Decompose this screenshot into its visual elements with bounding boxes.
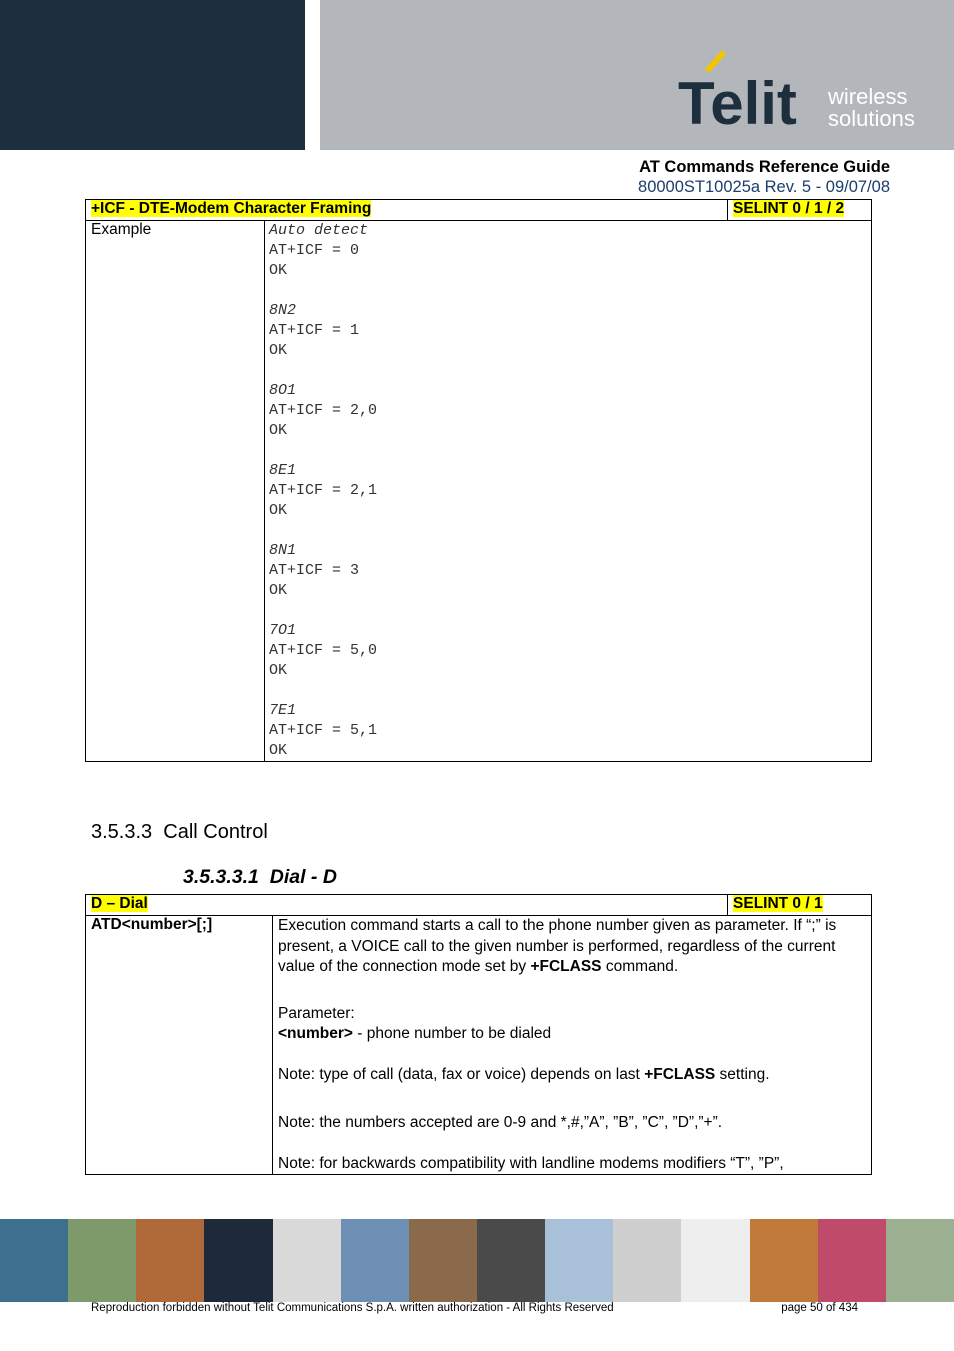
example-mode: 8N2 xyxy=(269,302,297,319)
icf-example-label-cell xyxy=(86,221,265,762)
example-block xyxy=(269,301,867,361)
dial-desc-paragraph xyxy=(278,916,863,978)
note1-fclass: +FCLASS xyxy=(644,1065,716,1083)
doc-title: AT Commands Reference Guide xyxy=(639,158,890,176)
icf-title: +ICF - DTE-Modem Character Framing xyxy=(91,200,372,217)
example-cmd: AT+ICF = 0 xyxy=(269,242,360,259)
photo-tile xyxy=(273,1219,341,1302)
photo-tile xyxy=(681,1219,749,1302)
photo-tile xyxy=(818,1219,886,1302)
example-cmd: AT+ICF = 5,0 xyxy=(269,642,378,659)
param-desc: - phone number to be dialed xyxy=(352,1025,552,1042)
note-accepted-numbers: Note: the numbers accepted are 0-9 and *,#,”A”, ”B”, ”C”, ”D”,”+”. xyxy=(278,1114,723,1131)
note-backwards-compat: Note: for backwards compatibility with landline modems modifiers “T”, ”P”, xyxy=(278,1154,784,1172)
logo-sub2-text: solutions xyxy=(828,106,915,130)
dial-desc-text: Execution command starts a call to the phone number given as parameter. If “;” is present, a VOICE call to the given number is performed, regardless of the current value of the connection mode set by xyxy=(278,917,837,975)
telit-logo xyxy=(672,48,932,130)
example-cmd: AT+ICF = 2,1 xyxy=(269,482,378,499)
photo-tile xyxy=(341,1219,409,1302)
example-resp: OK xyxy=(269,502,288,519)
icf-selint: SELINT 0 / 1 / 2 xyxy=(733,200,845,217)
example-mode: Auto detect xyxy=(269,222,369,239)
example-mode: 8O1 xyxy=(269,382,297,399)
example-block xyxy=(269,701,867,761)
photo-tile xyxy=(545,1219,613,1302)
photo-tile xyxy=(409,1219,477,1302)
note1-text: Note: type of call (data, fax or voice) depends on last xyxy=(278,1065,645,1083)
note-call-type xyxy=(278,1065,863,1086)
example-cmd: AT+ICF = 1 xyxy=(269,322,360,339)
example-block xyxy=(269,221,867,281)
photo-tile xyxy=(477,1219,545,1302)
footer-copyright: Reproduction forbidden without Telit Communications S.p.A. written authorization - All Rights Reserved xyxy=(91,1302,614,1314)
example-mode: 8E1 xyxy=(269,462,297,479)
section-heading: 3.5.3.3 Call Control xyxy=(91,821,268,843)
example-mode: 7O1 xyxy=(269,622,297,639)
photo-tile xyxy=(750,1219,818,1302)
example-cmd: AT+ICF = 5,1 xyxy=(269,722,378,739)
dial-cmd-label: ATD<number>[;] xyxy=(91,916,213,933)
photo-tile xyxy=(136,1219,204,1302)
footer-photo-strip xyxy=(0,1219,954,1302)
example-resp: OK xyxy=(269,662,288,679)
logo-main-text: Telit xyxy=(678,70,797,130)
footer-page-number: page 50 of 434 xyxy=(781,1302,858,1314)
example-block xyxy=(269,381,867,441)
footer xyxy=(91,1302,858,1314)
example-resp: OK xyxy=(269,422,288,439)
example-block xyxy=(269,541,867,601)
photo-tile xyxy=(613,1219,681,1302)
dial-title: D – Dial xyxy=(91,895,148,912)
dial-cmd-cell xyxy=(86,916,273,1175)
dial-table xyxy=(85,894,872,1175)
dial-selint-cell xyxy=(728,895,872,916)
icf-table xyxy=(85,199,872,762)
header-banner-dark xyxy=(0,0,305,150)
logo-sub1-text: wireless xyxy=(828,84,908,109)
icf-example-cell xyxy=(265,221,872,762)
param-line xyxy=(278,1024,863,1045)
dial-desc-cell xyxy=(273,916,872,1175)
doc-ref: 80000ST10025a Rev. 5 - 09/07/08 xyxy=(638,178,890,196)
example-resp: OK xyxy=(269,582,288,599)
photo-tile xyxy=(68,1219,136,1302)
example-cmd: AT+ICF = 2,0 xyxy=(269,402,378,419)
param-label: Parameter: xyxy=(278,1004,355,1022)
example-cmd: AT+ICF = 3 xyxy=(269,562,360,579)
photo-tile xyxy=(886,1219,954,1302)
icf-example-label: Example xyxy=(91,221,152,238)
subsection-heading: 3.5.3.3.1 Dial - D xyxy=(183,866,337,888)
example-resp: OK xyxy=(269,262,288,279)
fclass-ref: +FCLASS xyxy=(530,958,602,975)
photo-tile xyxy=(0,1219,68,1302)
param-name: <number> xyxy=(278,1025,353,1042)
dial-title-cell xyxy=(86,895,728,916)
example-block xyxy=(269,621,867,681)
example-block xyxy=(269,461,867,521)
photo-tile xyxy=(204,1219,272,1302)
icf-selint-cell xyxy=(728,200,872,221)
dial-desc-text-end: command. xyxy=(601,958,679,975)
example-mode: 7E1 xyxy=(269,702,297,719)
icf-title-cell xyxy=(86,200,728,221)
example-resp: OK xyxy=(269,742,288,759)
note1-text-end: setting. xyxy=(715,1065,770,1083)
example-mode: 8N1 xyxy=(269,542,297,559)
dial-selint: SELINT 0 / 1 xyxy=(733,895,823,912)
example-resp: OK xyxy=(269,342,288,359)
